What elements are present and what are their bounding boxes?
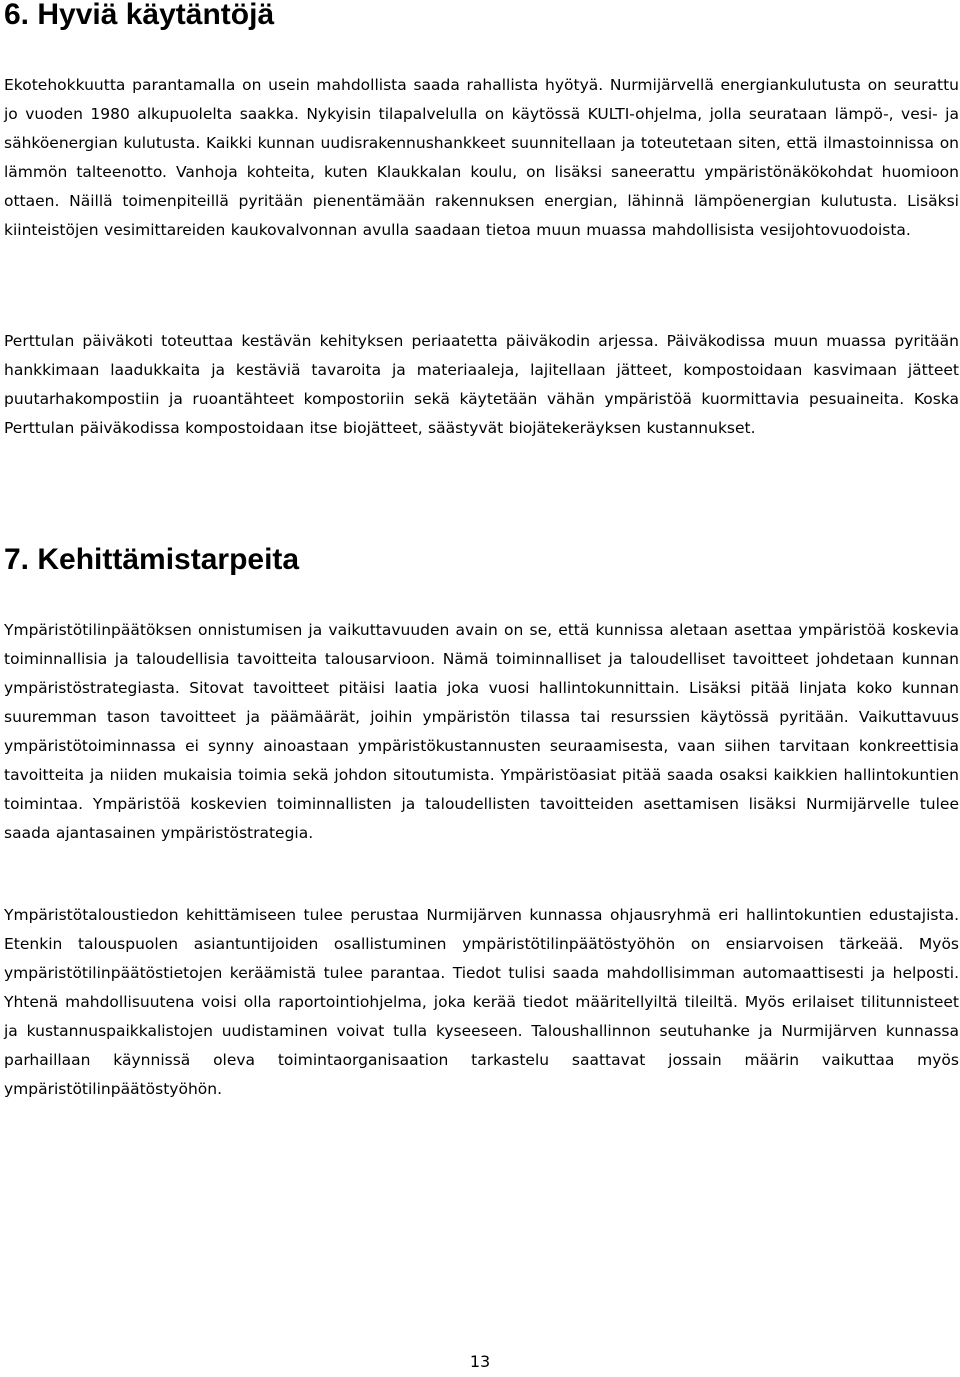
section-6-heading: 6. Hyviä käytäntöjä — [4, 0, 275, 31]
page-number: 13 — [469, 1352, 491, 1371]
section-7-paragraph-1: Ympäristötilinpäätöksen onnistumisen ja vaikuttavuuden avain on se, että kunnissa aletaan asettaa ympäristöä koskevia toiminnallisia ja taloudellisia tavoitteita talousarvioon. Nämä toiminnalliset ja taloudelliset tavoitteet johdetaan kunnan ympäristöstrategiasta. Sitovat tavoitteet pitäisi laatia joka vuosi hallintokunnittain. Lisäksi pitää linjata koko kunnan suuremman tason tavoitteet ja päämäärät, joihin ympäristön tilassa tai resurssien käytössä pyritään. Vaikuttavuus ympäristötoiminnassa ei synny ainoastaan ympäristökustannusten seuraamisesta, vaan siihen tarvitaan konkreettisia tavoitteita ja niiden mukaisia toimia sekä johdon sitoutumista. Ympäristöasiat pitää saada osaksi kaikkien hallintokuntien toimintaa. Ympäristöä koskevien toiminnallisten ja taloudellisten tavoitteiden asettamisen lisäksi Nurmijärvelle tulee saada ajantasainen ympäristöstrategia. — [4, 621, 959, 842]
section-6-paragraph-2: Perttulan päiväkoti toteuttaa kestävän kehityksen periaatetta päiväkodin arjessa. Päiväkodissa muun muassa pyritään hankkimaan laadukkaita ja kestäviä tavaroita ja materiaaleja, lajitellaan jätteet, kompostoidaan kasvimaan jätteet puutarhakompostiin ja ruoantähteet kompostoriin sekä käytetään vähän ympäristöä kuormittavia pesuaineita. Koska Perttulan päiväkodissa kompostoidaan itse biojätteet, säästyvät biojätekeräyksen kustannukset. — [4, 332, 959, 437]
section-6-paragraph-1: Ekotehokkuutta parantamalla on usein mahdollista saada rahallista hyötyä. Nurmijärvellä energiankulutusta on seurattu jo vuoden 1980 alkupuolelta saakka. Nykyisin tilapalvelulla on käytössä KULTI-ohjelma, jolla seurataan lämpö-, vesi- ja sähköenergian kulutusta. Kaikki kunnan uudisrakennushankkeet suunnitellaan ja toteutetaan siten, että ilmastoinnissa on lämmön talteenotto. Vanhoja kohteita, kuten Klaukkalan koulu, on lisäksi saneerattu ympäristönäkökohdat huomioon ottaen. Näillä toimenpiteillä pyritään pienentämään rakennuksen energian, lähinnä lämpöenergian kulutusta. Lisäksi kiinteistöjen vesimittareiden kaukovalvonnan avulla saadaan tietoa muun muassa mahdollisista vesijohtovuodoista. — [4, 76, 959, 239]
section-7-heading: 7. Kehittämistarpeita — [4, 543, 300, 576]
section-7-paragraph-2: Ympäristötaloustiedon kehittämiseen tulee perustaa Nurmijärven kunnassa ohjausryhmä eri hallintokuntien edustajista. Etenkin talouspuolen asiantuntijoiden osallistuminen ympäristötilinpäätöstyöhön on ensiarvoisen tärkeää. Myös ympäristötilinpäätöstietojen keräämistä tulee parantaa. Tiedot tulisi saada mahdollisimman automaattisesti ja helposti. Yhtenä mahdollisuutena voisi olla raportointiohjelma, joka kerää tiedot määritellyiltä tileiltä. Myös erilaiset tilitunnisteet ja kustannuspaikkalistojen uudistaminen voivat tulla kyseeseen. Taloushallinnon seutuhanke ja Nurmijärven kunnassa parhaillaan käynnissä oleva toimintaorganisaation tarkastelu saattavat jossain määrin vaikuttaa myös ympäristötilinpäätöstyöhön. — [4, 906, 959, 1098]
